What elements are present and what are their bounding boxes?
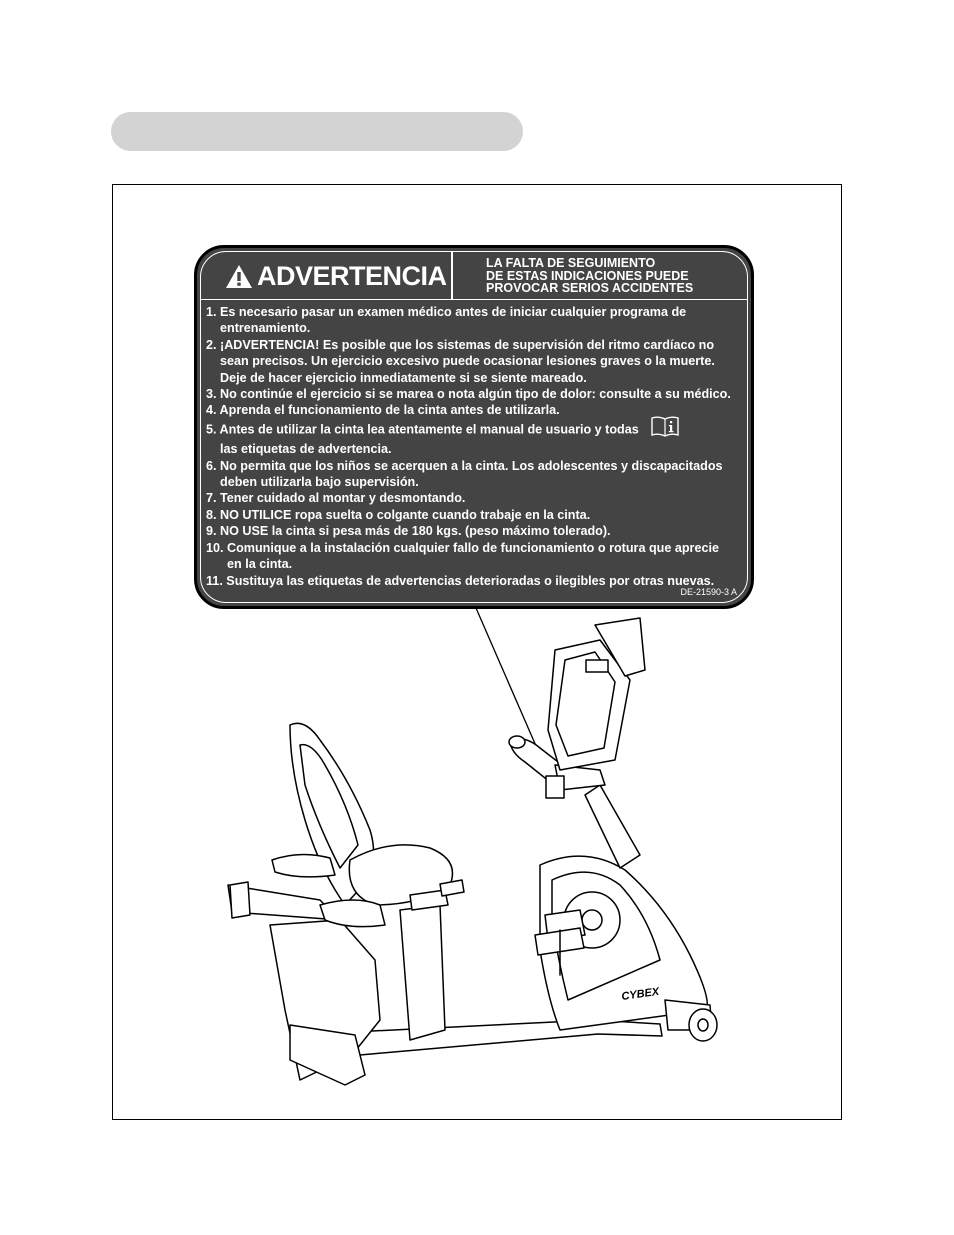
warning-item-line: Deje de hacer ejercicio inmediatamente si se siente mareado.	[220, 370, 587, 385]
signal-word-text: ADVERTENCIA	[257, 261, 447, 291]
warning-item-line: 3. No continúe el ejercicio si se marea o nota algún tipo de dolor: consulte a su médico.	[206, 387, 731, 402]
header-message	[486, 257, 693, 295]
warning-item	[206, 573, 747, 589]
label-header	[201, 252, 747, 300]
warning-item	[206, 337, 747, 386]
warning-item-line: entrenamiento.	[220, 321, 311, 336]
warning-item-line: 1. Es necesario pasar un examen médico antes de iniciar cualquier programa de	[206, 305, 687, 319]
warning-item-line: 8. NO UTILICE ropa suelta o colgante cuando trabaje en la cinta.	[206, 507, 591, 522]
warning-item-line: 9. NO USE la cinta si pesa más de 180 kgs. (peso máximo tolerado).	[206, 524, 611, 539]
warning-item	[206, 458, 747, 491]
brand-logo: CYBEX	[620, 985, 660, 1003]
warning-item-line: 11. Sustituya las etiquetas de advertencias deterioradas o ilegibles por otras nuevas.	[206, 573, 715, 588]
signal-word	[225, 261, 447, 291]
header-message-line: LA FALTA DE SEGUIMIENTO	[486, 256, 656, 270]
warning-item-line: deben utilizarla bajo supervisión.	[220, 475, 419, 490]
warning-item-line: 10. Comunique a la instalación cualquier fallo de funcionamiento o rotura que aprecie	[206, 540, 719, 555]
warning-item-line: 4. Aprenda el funcionamiento de la cinta antes de utilizarla.	[206, 403, 560, 418]
warning-item	[206, 523, 747, 539]
warning-item	[206, 304, 747, 337]
warning-item-line: 5. Antes de utilizar la cinta lea atentamente el manual de usuario y todas	[206, 422, 639, 437]
header-divider	[451, 252, 453, 299]
header-message-line: PROVOCAR SERIOS ACCIDENTES	[486, 281, 694, 295]
warning-label	[194, 245, 754, 609]
warning-item	[206, 490, 747, 506]
warning-item	[206, 419, 747, 458]
warning-list	[206, 304, 747, 589]
warning-item-line: 2. ¡ADVERTENCIA! Es posible que los sistemas de supervisión del ritmo cardíaco no	[206, 337, 715, 352]
warning-item-line: 6. No permita que los niños se acerquen a la cinta. Los adolescentes y discapacitados	[206, 458, 723, 473]
warning-item-line: las etiquetas de advertencia.	[220, 442, 392, 457]
warning-triangle-icon	[225, 264, 253, 289]
warning-item-line: 7. Tener cuidado al montar y desmontando.	[206, 491, 466, 506]
warning-item	[206, 507, 747, 523]
read-manual-icon	[650, 415, 680, 441]
warning-item-line: sean precisos. Un ejercicio excesivo puede ocasionar lesiones graves o la muerte.	[220, 354, 715, 369]
warning-item	[206, 540, 747, 573]
label-part-code: DE-21590-3 A	[680, 587, 737, 597]
warning-item	[206, 386, 747, 402]
warning-item-line: en la cinta.	[227, 557, 293, 572]
header-message-line: DE ESTAS INDICACIONES PUEDE	[486, 268, 689, 283]
